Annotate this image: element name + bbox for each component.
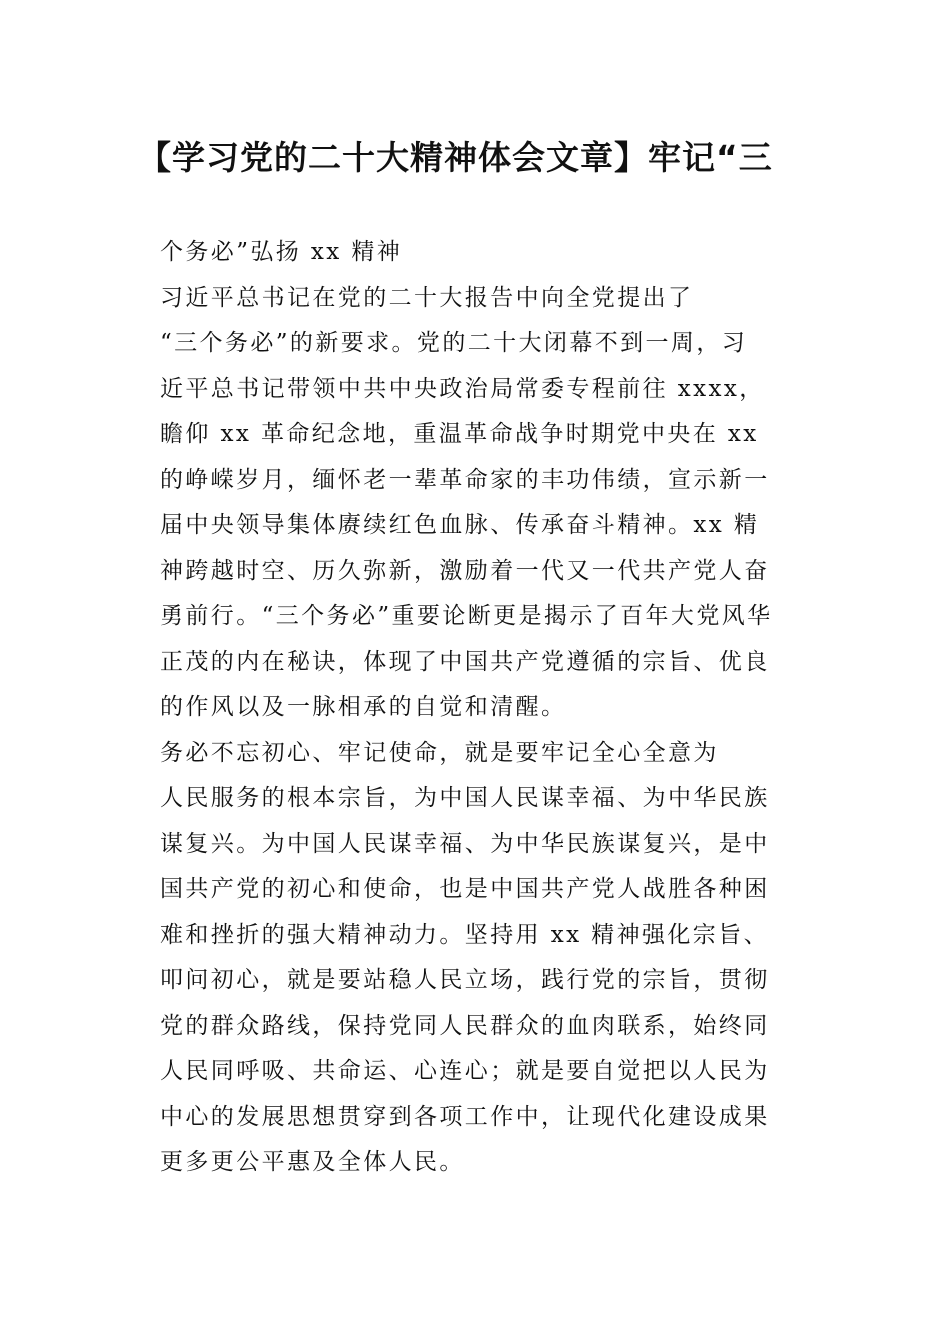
body-line: 党的群众路线，保持党同人民群众的血肉联系，始终同	[160, 1012, 770, 1039]
body-line: 中心的发展思想贯穿到各项工作中，让现代化建设成果	[160, 1103, 770, 1130]
body-line: 习近平总书记在党的二十大报告中向全党提出了	[160, 284, 694, 311]
document-title: 【学习党的二十大精神体会文章】牢记“三	[138, 138, 773, 177]
body-line: “三个务必”的新要求。党的二十大闭幕不到一周，习	[160, 330, 748, 356]
body-line: 人民服务的根本宗旨，为中国人民谋幸福、为中华民族	[160, 785, 770, 811]
body-line: 的作风以及一脉相承的自觉和清醒。	[160, 694, 567, 720]
body-line: 正茂的内在秘诀，体现了中国共产党遵循的宗旨、优良	[160, 648, 770, 675]
body-line: 难和挫折的强大精神动力。坚持用 xx 精神强化宗旨、	[160, 921, 769, 948]
body-line: 神跨越时空、历久弥新，激励着一代又一代共产党人奋	[160, 557, 770, 584]
body-line: 更多更公平惠及全体人民。	[160, 1149, 465, 1175]
body-line: 叩问初心，就是要站稳人民立场，践行党的宗旨，贯彻	[160, 967, 770, 993]
body-line: 务必不忘初心、牢记使命，就是要牢记全心全意为	[160, 739, 719, 766]
body-line: 谋复兴。为中国人民谋幸福、为中华民族谋复兴，是中	[160, 830, 770, 857]
body-line: 个务必”弘扬 xx 精神	[160, 239, 403, 265]
body-line: 的峥嵘岁月，缅怀老一辈革命家的丰功伟绩，宣示新一	[160, 466, 770, 493]
body-line: 瞻仰 xx 革命纪念地，重温革命战争时期党中央在 xx	[160, 421, 759, 447]
body-line: 勇前行。“三个务必”重要论断更是揭示了百年大党风华	[160, 603, 773, 629]
document-body	[160, 230, 820, 1186]
body-line: 届中央领导集体赓续红色血脉、传承奋斗精神。xx 精	[160, 512, 760, 538]
body-line: 人民同呼吸、共命运、心连心；就是要自觉把以人民为	[160, 1058, 770, 1084]
body-line: 国共产党的初心和使命，也是中国共产党人战胜各种困	[160, 876, 770, 902]
body-line: 近平总书记带领中共中央政治局常委专程前往 xxxx，	[160, 375, 765, 402]
